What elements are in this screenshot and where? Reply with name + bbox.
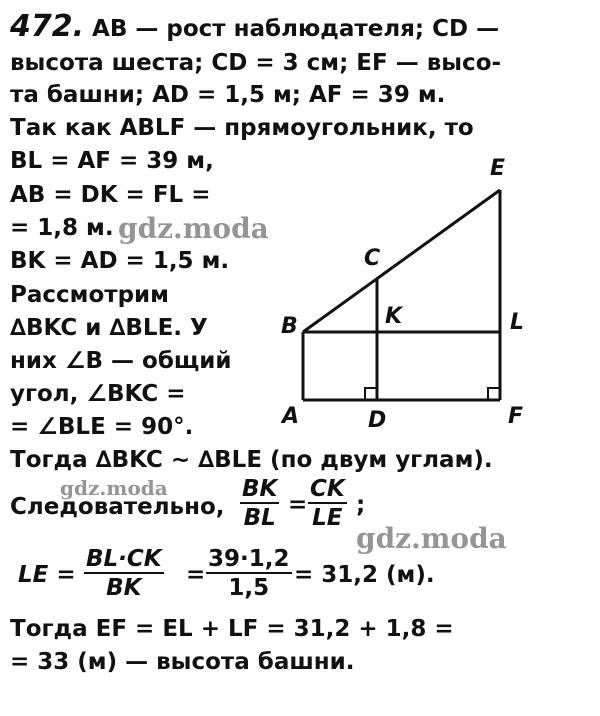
label-E: E: [490, 156, 506, 181]
line-1-text: AB — рост наблюдателя; CD —: [84, 16, 500, 42]
line-3: та башни; AD = 1,5 м; AF = 39 м.: [10, 82, 446, 108]
line-6: AB = DK = FL =: [10, 182, 211, 208]
formula-f2-num: 39·1,2: [208, 546, 290, 572]
watermark-2: gdz.moda: [60, 476, 168, 500]
ratio-num-2: CK: [310, 476, 345, 502]
problem-number: 472.: [10, 9, 85, 44]
formula-f1-den: BK: [106, 575, 142, 601]
line-5: BL = AF = 39 м,: [10, 148, 214, 174]
formula-f2-den: 1,5: [228, 575, 270, 601]
formula-equals: =: [186, 562, 206, 588]
line-13: = ∠BLE = 90°.: [10, 414, 194, 440]
line-15: Следовательно,: [10, 494, 225, 520]
ratio-den-1: BL: [243, 505, 276, 531]
label-C: C: [364, 246, 381, 271]
label-K: K: [385, 304, 403, 329]
line-7: = 1,8 м.: [10, 215, 114, 241]
label-D: D: [368, 408, 387, 433]
label-F: F: [508, 404, 524, 429]
ratio-num-1: BK: [242, 476, 278, 502]
right-angle-F: [488, 388, 500, 400]
label-A: A: [282, 404, 300, 429]
formula-result: = 31,2 (м).: [294, 562, 435, 588]
formula-f1-num: BL·CK: [86, 546, 162, 572]
line-14: Тогда ∆BKC ~ ∆BLE (по двум углам).: [10, 447, 493, 473]
watermark-3: gdz.moda: [356, 522, 507, 555]
line-9: Рассмотрим: [10, 282, 169, 308]
line-2: высота шеста; CD = 3 см; EF — высо-: [10, 50, 502, 76]
ratio-den-2: LE: [312, 505, 343, 531]
right-angle-D: [365, 388, 377, 400]
line-17: = 33 (м) — высота башни.: [10, 649, 355, 675]
formula-lhs: LE =: [18, 562, 76, 588]
label-L: L: [510, 310, 525, 335]
ratio-equals: =: [288, 492, 308, 518]
line-4: Так как ABLF — прямоугольник, то: [10, 115, 474, 141]
ratio-semicolon: ;: [356, 492, 366, 518]
line-10: ∆BKC и ∆BLE. У: [10, 315, 208, 341]
watermark-1: gdz.moda: [118, 212, 269, 245]
line-8: BK = AD = 1,5 м.: [10, 248, 230, 274]
line-16: Тогда EF = EL + LF = 31,2 + 1,8 =: [10, 616, 454, 642]
line-12: угол, ∠BKC =: [10, 381, 186, 407]
line-11: них ∠B — общий: [10, 348, 232, 374]
label-B: B: [281, 314, 298, 339]
